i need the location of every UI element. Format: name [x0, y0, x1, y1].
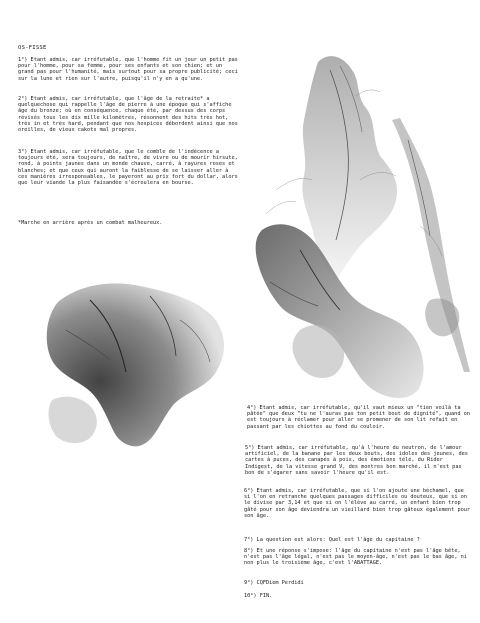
header-label: OS-FISSE	[18, 45, 47, 51]
paragraph-10: 10°) FIN.	[244, 593, 273, 599]
paragraph-5: 5°) Etant admis, car irréfutable, qu'à l'heure du neutron, de l'amour artificiel, de la banane par les deux bouts, des idoles des jeunes, des cartes à puces, des canapés à pois, des émotions télé, du Rider Indigest, de la vitesse grand V, des montres bon marché, il n'est pas bon de s'égarer sans savoir l'heure qu'il est.	[245, 445, 472, 476]
paragraph-3: 3°) Etant admis, car irréfutable, que le comble de l'indécence a toujours été, sera toujours, de naître, de vivre ou de mourir hirsute, rond, à points jaunes dans un monde chauve, carré, à rayures roses et blanches; et que ceux qui auront la faiblesse de se laisser aller à ces manières irresponsables, le payeront au prix fort du dollar, alors que leur viande la plus faisandée s'écroulera en bourse.	[18, 149, 241, 187]
paragraph-1: 1°) Etant admis, car irréfutable, que l'homme fit un jour un petit pas pour l'homme, pour sa femme, pour ses enfants et son chien; et un grand pas pour l'humanité, mais surtout pour sa propre publicité; ceci sur la lune et rien sur l'autre, puisqu'il n'y en a qu'une.	[18, 57, 241, 82]
paragraph-9: 9°) CQFDiem Perdidi	[244, 580, 304, 586]
footnote: *Marche en arrière après un combat malheureux.	[18, 220, 163, 226]
paragraph-4: 4°) Etant admis, car irréfutable, qu'il vaut mieux un "tien voilà ta pâtée" que deux "tu ne l'auras pas ton petit bout de dignité", quand on est toujours à réclamer pour aller se promener de son lit refait en passant par les chiottes au fond du couloir.	[247, 405, 474, 430]
paragraph-8: 8°) Et une réponse s'impose: l'âge du capitaine n'est pas l'âge bête, n'est pas l'âge légal, n'est pas le moyen-âge, n'est pas le bas âge, ni non plus le troisième âge, c'est l'ABATTAGE.	[244, 548, 471, 567]
paragraph-7: 7°) La question est alors: Quel est l'âge du capitaine ?	[244, 537, 420, 543]
paragraph-2: 2°) Etant admis, car irréfutable, que l'âge de la retraite* a quelquechose qui rappelle l'âge de pierre à une époque qui s'affiche âge du bronze; où en conséquence, chaque été, par dessus des corps révisés tous les dix mille kilomètres, résonnent des hits très hot, très in et très hard, pendant que nos hospices débordent ainsi que nos oreilles, de vieux cakots mal propres.	[18, 96, 241, 134]
paragraph-6: 6°) Etant admis, car irréfutable, que si l'on ajoute une béchamel, que si l'on en retranche quelques passages difficiles ou douteux, que si on le divise par 3,14 et que si on l'élève au carré, un enfant bien trop gâté pour son âge deviendra un vieillard bien trop gâteux également pour son âge.	[244, 488, 474, 519]
